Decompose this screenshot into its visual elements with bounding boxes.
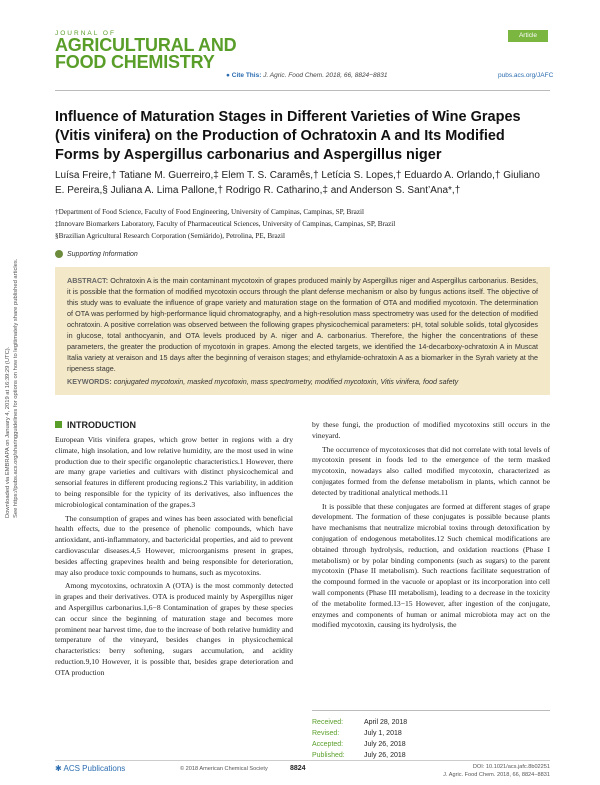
publication-dates xyxy=(312,710,550,761)
header-divider xyxy=(55,90,550,91)
acs-logo-label: ACS Publications xyxy=(63,764,126,773)
affiliations xyxy=(55,206,550,242)
journal-logo-line1: AGRICULTURAL AND xyxy=(55,35,237,55)
keywords-label: KEYWORDS: xyxy=(67,377,112,386)
paragraph: European Vitis vinifera grapes, which grow better in regions with a dry climate, high insolation, and low relative humidity, are the most used in wine production due to their specific organoleptic characteristics.1 However, there are many grape varieties and cultivars with distinct physicochemical and sensorial features in different producing regions.2 This variability, in addition to being responsible for the typicity of its derivatives, also influences the microbiological contamination of the grapes.3 xyxy=(55,435,293,509)
supporting-info-label: Supporting Information xyxy=(67,250,138,258)
section-square-icon xyxy=(55,421,62,428)
copyright: © 2018 American Chemical Society xyxy=(180,766,268,772)
journal-logo-small: JOURNAL OF xyxy=(55,30,116,37)
page-number: 8824 xyxy=(290,765,306,772)
section-heading-introduction xyxy=(55,420,136,430)
footer-citation: J. Agric. Food Chem. 2018, 66, 8824−8831 xyxy=(443,772,550,778)
doi[interactable]: DOI: 10.1021/acs.jafc.8b02251 xyxy=(472,764,550,770)
authors: Luísa Freire,† Tatiane M. Guerreiro,‡ Elem T. S. Caramês,† Letícia S. Lopes,† Eduardo A. Orlando,† Giuliano E. Pereira,§ Juliana A. Lima Pallone,† Rodrigo R. Catharino,‡ and Anderson S. Sant’Ana*,† xyxy=(55,170,540,196)
abstract-label: ABSTRACT: xyxy=(67,276,109,285)
affiliation-3: §Brazilian Agricultural Research Corporation (Semiárido), Petrolina, PE, Brazil xyxy=(55,232,285,240)
paragraph: It is possible that these conjugates are formed at different stages of grape development. The formation of these conjugates is possible because plants have mechanisms that neutralize microbial toxins through detoxification by conjugation of endogenous metabolites.12 Such chemical modifications are obtained through hydrolysis, reduction, and oxidation reactions (Phase I metabolism) or by polar binding components (such as sugars) to the parent mycotoxin (Phase II metabolism). Such reactions facilitate sequestration of the compound formed in the vacuole or apoplast or its incorporation into cell wall components (Phase III metabolism), leading to a decrease in the toxicity of the metabolite formed.13−15 However, after ingestion of the conjugate, enzymes and components of human or animal microbiota may act on the modified mycotoxin, causing its hydrolysis, the xyxy=(312,501,550,630)
abstract-text: Ochratoxin A is the main contaminant mycotoxin of grapes produced mainly by Aspergillus niger and Aspergillus carbonarius. Besides, it is possible that the formation of modified mycotoxin occurs through the plant defense mechanism or also by fungus actions itself. The objective of this study was to evaluate the influence of grape variety and maturation stage on the formation of OTA and modified mycotoxin. The determination of OTA was performed by high-performance liquid chromatography, and a high-resolution mass spectrometry was used for the detection of modified ochratoxin. A positive correlation was observed between the following grapes physicochemical parameters: pH, total soluble solids, total glycosides in glucose, total anthocyanin, and OTA levels produced by A. niger and A. carbonarius. Therefore, the higher the concentrations of these parameters, the greater the production of mycotoxin in grapes. Among the elected targets, we identified the 14-decarboxy-ochratoxin A in Muscat Italia variety at veraison and 15 days after the beginning of veraison stages; and ethylamide-ochratoxin A as a biomarker in the Syrah variety at the ripeness stage. xyxy=(67,276,538,373)
section-heading-label: INTRODUCTION xyxy=(67,420,136,430)
keywords-text: conjugated mycotoxin, masked mycotoxin, mass spectrometry, modified mycotoxin, Vitis vinifera, food safety xyxy=(113,377,459,386)
supporting-info-icon xyxy=(55,250,63,258)
journal-url[interactable]: pubs.acs.org/JAFC xyxy=(498,72,554,79)
acs-logo-icon: ✱ xyxy=(55,764,62,773)
acs-publications-logo[interactable] xyxy=(55,764,125,773)
date-row: Received: April 28, 2018 xyxy=(312,719,408,726)
date-row: Accepted: July 26, 2018 xyxy=(312,741,406,748)
affiliation-1: †Department of Food Science, Faculty of Food Engineering, University of Campinas, Campinas, SP, Brazil xyxy=(55,208,365,216)
abstract-box xyxy=(55,267,550,395)
cite-label: Cite This: xyxy=(231,72,262,79)
paragraph: by these fungi, the production of modified mycotoxins still occurs in the vineyard. xyxy=(312,420,550,440)
left-column xyxy=(55,435,293,682)
cite-this[interactable] xyxy=(226,72,387,79)
cite-text: J. Agric. Food Chem. 2018, 66, 8824−8831 xyxy=(263,72,388,79)
sharing-guidelines-link[interactable]: See https://pubs.acs.org/sharingguidelines for options on how to legitimately share published articles. xyxy=(13,258,19,518)
date-row: Revised: July 1, 2018 xyxy=(312,730,402,737)
affiliation-2: ‡Innovare Biomarkers Laboratory, Faculty of Pharmaceutical Sciences, University of Campinas, Campinas, SP, Brazil xyxy=(55,220,396,228)
journal-logo xyxy=(55,30,236,71)
journal-logo-line2: FOOD CHEMISTRY xyxy=(55,52,215,72)
article-title: Influence of Maturation Stages in Different Varieties of Wine Grapes (Vitis vinifera) on the Production of Ochratoxin A and Its Modified Forms by Aspergillus carbonarius and Aspergillus niger xyxy=(55,109,521,163)
cite-icon: ● xyxy=(226,72,230,79)
right-column xyxy=(312,420,550,634)
paragraph: Among mycotoxins, ochratoxin A (OTA) is the most commonly detected in grapes and their derivatives. OTA is produced mainly by Aspergillus niger and Aspergillus carbonarius.1,6−8 Contamination of grapes by these species can occur since the beginning of maturation stage and becomes more prominent near harvest time, due to the increase of both relative humidity and temperature of the vineyard, besides changes in physicochemical characteristics: berry softening, sugars accumulation, and acidity reduction.9,10 However, it is possible that, besides grape deterioration and OTA production xyxy=(55,581,293,677)
article-badge: Article xyxy=(508,30,548,42)
download-sidebar xyxy=(4,158,20,518)
date-row: Published: July 26, 2018 xyxy=(312,752,406,759)
paragraph: The consumption of grapes and wines has been associated with beneficial health effects, due to the presence of phenolic compounds, which have antioxidant, anti-inflammatory, and bactericidal properties, and aid to prevent cardiovascular diseases.4,5 However, microorganisms present in grapes, besides affecting grapevines health and being responsible for deterioration, may also produce toxic compounds to humans, such as mycotoxins. xyxy=(55,513,293,577)
supporting-info-link[interactable] xyxy=(55,250,138,258)
download-note: Downloaded via EMBRAPA on January 4, 2019 at 16:39:29 (UTC). xyxy=(5,346,11,518)
paragraph: The occurrence of mycotoxicoses that did not correlate with total levels of mycotoxin present in foods led to the emergence of the term masked mycotoxin, nowadays also called modified mycotoxin, characterized as conjugates formed from the defense metabolism in plants, which cannot be detected by traditional analytical methods.11 xyxy=(312,444,550,497)
doi-block xyxy=(420,763,550,779)
footer-divider xyxy=(55,760,550,761)
